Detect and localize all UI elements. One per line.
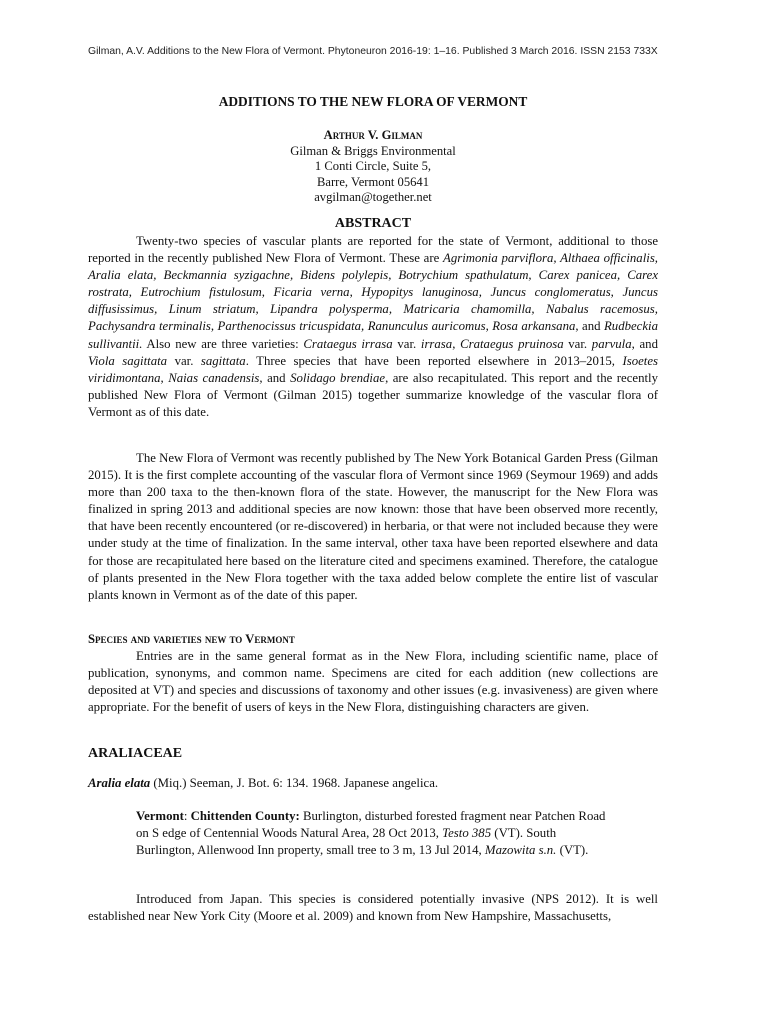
paper-title: ADDITIONS TO THE NEW FLORA OF VERMONT (218, 94, 528, 109)
abstract-text-4: , are also recapitulated. This report and the recently published New Flora of Vermont (Gilman 2015) together summarize knowledge of the vascular flora of Vermont as of this date. (88, 370, 659, 419)
section-body: Entries are in the same general format as in the New Flora, including scientific name, place of publication, synonyms, and common name. Specimens are cited for each addition (new collections are deposited at VT) and species and discussions of taxonomy and other issues (e.g. invasiveness) are given where appropriate. For the benefit of users of keys in the New Flora, distinguishing characters are given. (88, 649, 658, 715)
abstract-text-2: . Three species that have been reported elsewhere in 2013–2015, (245, 353, 623, 368)
author-name: Arthur V. Gilman (323, 128, 423, 142)
specimen-state: Vermont (136, 809, 184, 823)
variety-1-genus: Crataegus irrasa (303, 336, 393, 351)
abstract-body (88, 233, 658, 421)
collector-1: Testo 385 (442, 826, 492, 840)
abstract-species-list: Agrimonia parviflora, Althaea officinalis, Aralia elata, Beckmannia syzigachne, Bidens polylepis, Botrychium spathulatum, Carex panicea, Carex rostrata, Eutrochium fistulosum, Ficaria verna, Hypopitys lanuginosa, Juncus conglomeratus, Juncus diffusissimus, Linum striatum, Lipandra polysperma, Matricaria chamomilla, Nabalus racemosus, Pachysandra terminalis, Parthenocissus tricuspidata, Ranunculus auricomus, Rosa arkansana (88, 251, 658, 334)
author-affiliation: Gilman & Briggs Environmental (290, 143, 456, 158)
abstract-species-b: Solidago brendiae (290, 370, 386, 385)
running-head: Gilman, A.V. Additions to the New Flora of Vermont. Phytoneuron 2016-19: 1–16. Published 3 March 2016. ISSN 2153 733X (88, 46, 658, 57)
variety-1-name: irrasa (420, 336, 453, 351)
author-address-line2: Barre, Vermont 05641 (316, 174, 430, 189)
variety-3-rank: var. (167, 353, 201, 368)
intro-paragraph: The New Flora of Vermont was recently published by The New York Botanical Garden Press (Gilman 2015). It is the first complete accounting of the vascular flora of Vermont since 1969 (Seymour 1969) and adds more than 200 taxa to the then-known flora of the state. However, the manuscript for the New Flora was finalized in spring 2013 and additional species are now known: those that have been observed more recently, that have been recently encountered (or re-discovered) in herbaria, or that were not included because they were under study at the time of finalization. In the same interval, other taxa have been reported elsewhere and data for those are recapitulated here based on the literature cited and specimens examined. Therefore, the catalogue of plants presented in the New Flora together with the taxa added below complete the entire list of vascular plants known in Vermont as of the date of this paper. (88, 451, 658, 602)
variety-2-rank: var. (563, 336, 592, 351)
variety-3-genus: Viola sagittata (88, 353, 168, 368)
family-heading: ARALIACEAE (88, 746, 183, 761)
section-heading: Species and varieties new to Vermont (88, 632, 295, 646)
author-address-line1: 1 Conti Circle, Suite 5, (314, 159, 432, 173)
abstract-last-species: Rudbeckia sullivantii. (88, 319, 658, 351)
abstract-and: , and (575, 319, 604, 334)
abstract-text-3: , and (259, 370, 291, 385)
variety-2-name: parvula (591, 336, 632, 351)
variety-sep-2: , and (631, 336, 658, 351)
variety-1-rank: var. (392, 336, 421, 351)
abstract-heading: ABSTRACT (334, 216, 412, 231)
abstract-text-1: Twenty-two species of vascular plants are reported for the state of Vermont, additional to those reported in the recently published New Flora of Vermont. These are (88, 234, 658, 266)
species-citation: (Miq.) Seeman, J. Bot. 6: 134. 1968. Japanese angelica. (150, 776, 439, 790)
collector-2: Mazowita s.n. (484, 843, 557, 857)
variety-2-genus: Crataegus pruinosa (460, 336, 564, 351)
author-email: avgilman@together.net (314, 190, 432, 204)
discussion-paragraph: Introduced from Japan. This species is considered potentially invasive (NPS 2012). It is well established near New York City (Moore et al. 2009) and known from New Hampshire, Massachusetts, (88, 892, 658, 924)
abstract-varieties-intro: Also new are three varieties: (142, 336, 304, 351)
variety-sep-1: , (452, 336, 461, 351)
variety-3-name: sagittata (200, 353, 246, 368)
species-entry (88, 776, 438, 791)
specimen-colon: : (183, 809, 191, 823)
species-name: Aralia elata (88, 776, 151, 790)
specimen-county: Chittenden County: (190, 809, 300, 823)
specimen-citation (136, 808, 606, 859)
specimen-text-1: Burlington, disturbed forested fragment near Patchen Road on S edge of Centennial Woods Natural Area, 28 Oct 2013, (136, 809, 606, 840)
specimen-text-2: (VT). South Burlington, Allenwood Inn property, small tree to 3 m, 13 Jul 2014, (136, 826, 557, 857)
author-block (88, 128, 658, 206)
specimen-text-3: (VT). (556, 843, 589, 857)
abstract-species-a: Isoetes viridimontana, Naias canadensis (88, 353, 658, 385)
